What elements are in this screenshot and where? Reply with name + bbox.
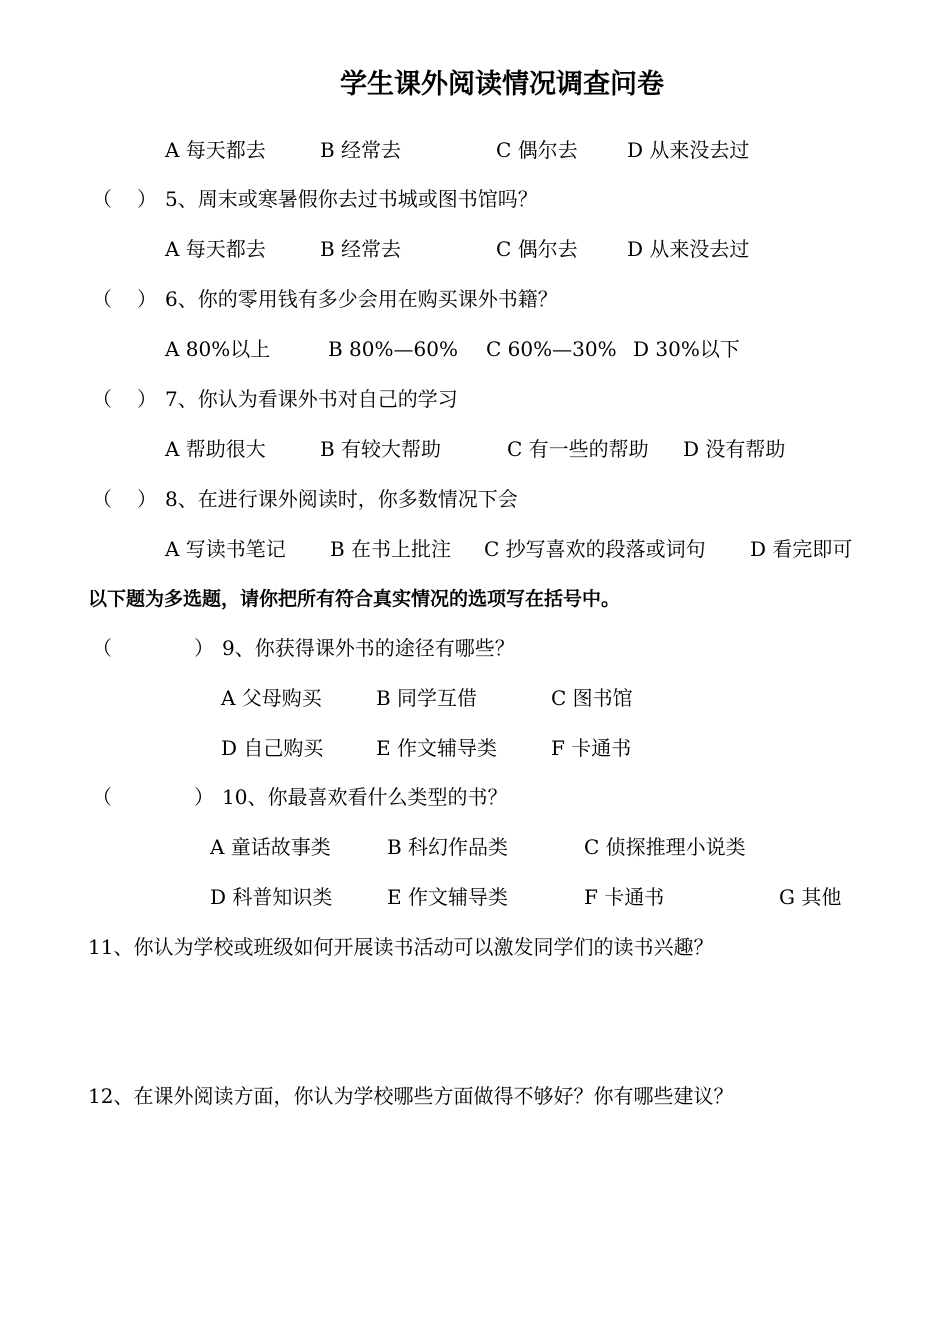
q9-option-b[interactable]: B 同学互借 <box>376 686 478 710</box>
q4-option-d[interactable]: D 从来没去过 <box>627 138 750 162</box>
q9-option-c[interactable]: C 图书馆 <box>551 686 633 710</box>
q7-answer-close: ） <box>137 387 157 411</box>
q6-option-b[interactable]: B 80%—60% <box>328 337 458 361</box>
q8-option-c[interactable]: C 抄写喜欢的段落或词句 <box>484 537 706 561</box>
q7-answer-open[interactable]: （ <box>92 387 112 411</box>
q6-answer-open[interactable]: （ <box>92 287 112 311</box>
multi-choice-instruction: 以下题为多选题，请你把所有符合真实情况的选项写在括号中。 <box>88 588 621 610</box>
q10-option-e[interactable]: E 作文辅导类 <box>387 885 508 909</box>
q9-option-f[interactable]: F 卡通书 <box>551 736 632 760</box>
q10-option-g[interactable]: G 其他 <box>779 885 842 909</box>
q5-option-a[interactable]: A 每天都去 <box>165 237 266 261</box>
q9-text: 9、你获得课外书的途径有哪些？ <box>222 636 515 660</box>
q4-option-b[interactable]: B 经常去 <box>320 138 402 162</box>
q4-option-c[interactable]: C 偶尔去 <box>496 138 578 162</box>
q10-text: 10、你最喜欢看什么类型的书？ <box>222 785 508 809</box>
q6-answer-close: ） <box>137 287 157 311</box>
q7-option-c[interactable]: C 有一些的帮助 <box>507 437 649 461</box>
q4-option-a[interactable]: A 每天都去 <box>165 138 266 162</box>
q5-option-b[interactable]: B 经常去 <box>320 237 402 261</box>
q8-answer-open[interactable]: （ <box>92 487 112 511</box>
q10-option-d[interactable]: D 科普知识类 <box>210 885 333 909</box>
q9-option-d[interactable]: D 自己购买 <box>221 736 324 760</box>
q8-option-d[interactable]: D 看完即可 <box>750 537 853 561</box>
q8-option-a[interactable]: A 写读书笔记 <box>165 537 286 561</box>
q7-text: 7、你认为看课外书对自己的学习 <box>165 387 458 411</box>
q5-answer-open[interactable]: （ <box>92 187 112 211</box>
q9-answer-close: ） <box>194 636 214 660</box>
q9-option-a[interactable]: A 父母购买 <box>221 686 322 710</box>
q5-option-c[interactable]: C 偶尔去 <box>496 237 578 261</box>
q6-text: 6、你的零用钱有多少会用在购买课外书籍？ <box>165 287 558 311</box>
q12-text: 12、在课外阅读方面，你认为学校哪些方面做得不够好？你有哪些建议？ <box>88 1084 734 1108</box>
q7-option-d[interactable]: D 没有帮助 <box>683 437 786 461</box>
q9-answer-open[interactable]: （ <box>92 636 112 660</box>
q11-text: 11、你认为学校或班级如何开展读书活动可以激发同学们的读书兴趣？ <box>88 935 714 959</box>
q10-option-a[interactable]: A 童话故事类 <box>210 835 331 859</box>
q10-option-c[interactable]: C 侦探推理小说类 <box>584 835 746 859</box>
q10-option-b[interactable]: B 科幻作品类 <box>387 835 509 859</box>
q9-option-e[interactable]: E 作文辅导类 <box>376 736 497 760</box>
q6-option-d[interactable]: D 30%以下 <box>633 337 740 361</box>
q6-option-c[interactable]: C 60%—30% <box>486 337 617 361</box>
q8-text: 8、在进行课外阅读时，你多数情况下会 <box>165 487 518 511</box>
q5-text: 5、周末或寒暑假你去过书城或图书馆吗？ <box>165 187 538 211</box>
q10-option-f[interactable]: F 卡通书 <box>584 885 665 909</box>
q5-answer-close: ） <box>137 187 157 211</box>
q5-option-d[interactable]: D 从来没去过 <box>627 237 750 261</box>
q6-option-a[interactable]: A 80%以上 <box>165 337 271 361</box>
page-title: 学生课外阅读情况调查问卷 <box>340 69 664 100</box>
q10-answer-close: ） <box>194 785 214 809</box>
q7-option-a[interactable]: A 帮助很大 <box>165 437 266 461</box>
q8-answer-close: ） <box>137 487 157 511</box>
q8-option-b[interactable]: B 在书上批注 <box>330 537 452 561</box>
q10-answer-open[interactable]: （ <box>92 785 112 809</box>
q7-option-b[interactable]: B 有较大帮助 <box>320 437 442 461</box>
